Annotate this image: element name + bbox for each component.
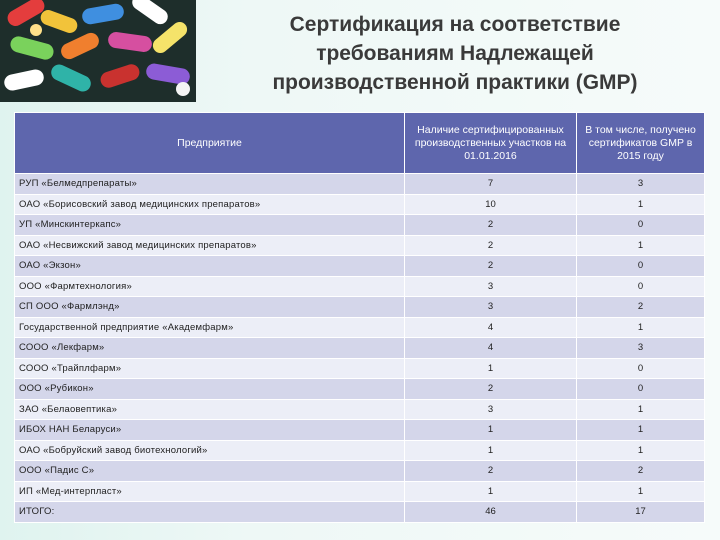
- cell-gmp-2015: 3: [577, 174, 705, 195]
- cell-enterprise: РУП «Белмедпрепараты»: [15, 174, 405, 195]
- table-row: [15, 235, 705, 256]
- cell-gmp-2015: 1: [577, 194, 705, 215]
- table-row: [15, 338, 705, 359]
- title-line-1: Сертификация на соответствие: [289, 13, 621, 36]
- cell-certified-sites: 2: [405, 461, 577, 482]
- table-row: [15, 481, 705, 502]
- cell-gmp-2015: 2: [577, 297, 705, 318]
- table-row: [15, 358, 705, 379]
- gmp-table: [14, 112, 705, 523]
- cell-enterprise: ИП «Мед-интерпласт»: [15, 481, 405, 502]
- cell-certified-sites: 1: [405, 420, 577, 441]
- table-row: [15, 276, 705, 297]
- cell-certified-sites: 1: [405, 358, 577, 379]
- cell-gmp-2015: 0: [577, 379, 705, 400]
- cell-certified-sites: 1: [405, 440, 577, 461]
- cell-certified-sites: 3: [405, 297, 577, 318]
- cell-gmp-2015: 1: [577, 399, 705, 420]
- cell-certified-sites: 4: [405, 338, 577, 359]
- table-row: [15, 297, 705, 318]
- table-row: [15, 256, 705, 277]
- header-certified-sites: Наличие сертифицированных производственных участков на 01.01.2016: [405, 113, 577, 174]
- cell-enterprise: ООО «Фармтехнология»: [15, 276, 405, 297]
- cell-enterprise: Государственной предприятие «Академфарм»: [15, 317, 405, 338]
- table-row: [15, 215, 705, 236]
- cell-certified-sites: 2: [405, 379, 577, 400]
- cell-enterprise: ЗАО «Белаовептика»: [15, 399, 405, 420]
- cell-enterprise: УП «Минскинтеркапс»: [15, 215, 405, 236]
- cell-certified-sites: 4: [405, 317, 577, 338]
- table-row: [15, 420, 705, 441]
- cell-gmp-2015: 1: [577, 420, 705, 441]
- cell-gmp-2015: 2: [577, 461, 705, 482]
- cell-certified-sites: 1: [405, 481, 577, 502]
- cell-enterprise: ИТОГО:: [15, 502, 405, 523]
- cell-gmp-2015: 1: [577, 481, 705, 502]
- table-row: [15, 440, 705, 461]
- cell-enterprise: ООО «Падис С»: [15, 461, 405, 482]
- table-header-row: [15, 113, 705, 174]
- cell-certified-sites: 2: [405, 235, 577, 256]
- cell-certified-sites: 46: [405, 502, 577, 523]
- cell-certified-sites: 10: [405, 194, 577, 215]
- table-row: [15, 461, 705, 482]
- cell-gmp-2015: 0: [577, 276, 705, 297]
- header-gmp-2015: В том числе, получено сертификатов GMP в 2015 году: [577, 113, 705, 174]
- cell-certified-sites: 7: [405, 174, 577, 195]
- cell-gmp-2015: 1: [577, 440, 705, 461]
- table-row: [15, 317, 705, 338]
- cell-certified-sites: 2: [405, 215, 577, 236]
- pills-photo: [0, 0, 196, 102]
- header-enterprise: Предприятие: [15, 113, 405, 174]
- cell-certified-sites: 3: [405, 399, 577, 420]
- cell-gmp-2015: 1: [577, 235, 705, 256]
- table-body: [15, 174, 705, 523]
- cell-gmp-2015: 17: [577, 502, 705, 523]
- cell-certified-sites: 2: [405, 256, 577, 277]
- cell-enterprise: СП ООО «Фармлэнд»: [15, 297, 405, 318]
- cell-enterprise: ОАО «Борисовский завод медицинских препаратов»: [15, 194, 405, 215]
- cell-enterprise: ОАО «Несвижский завод медицинских препаратов»: [15, 235, 405, 256]
- cell-enterprise: ОАО «Экзон»: [15, 256, 405, 277]
- table-row: [15, 399, 705, 420]
- cell-certified-sites: 3: [405, 276, 577, 297]
- cell-gmp-2015: 1: [577, 317, 705, 338]
- table-row: [15, 379, 705, 400]
- cell-enterprise: СООО «Лекфарм»: [15, 338, 405, 359]
- cell-enterprise: ООО «Рубикон»: [15, 379, 405, 400]
- cell-gmp-2015: 0: [577, 358, 705, 379]
- table-row: [15, 502, 705, 523]
- title-line-2: требованиям Надлежащей: [316, 42, 594, 65]
- cell-gmp-2015: 0: [577, 256, 705, 277]
- cell-enterprise: ОАО «Бобруйский завод биотехнологий»: [15, 440, 405, 461]
- page-title: [222, 10, 688, 97]
- cell-enterprise: СООО «Трайплфарм»: [15, 358, 405, 379]
- cell-gmp-2015: 0: [577, 215, 705, 236]
- title-line-3: производственной практики (GMP): [272, 71, 638, 94]
- cell-enterprise: ИБОХ НАН Беларуси»: [15, 420, 405, 441]
- table-row: [15, 174, 705, 195]
- table-row: [15, 194, 705, 215]
- cell-gmp-2015: 3: [577, 338, 705, 359]
